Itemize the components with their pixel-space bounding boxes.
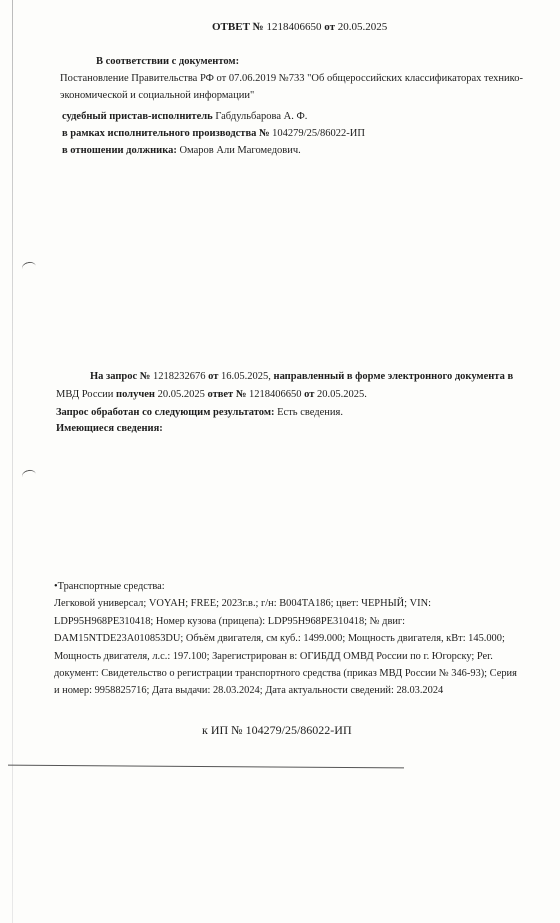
punch-hole-mark bbox=[21, 469, 37, 483]
proceeding-footer: к ИП № 104279/25/86022-ИП bbox=[202, 723, 352, 737]
vehicle-line: •Транспортные средства: bbox=[54, 581, 165, 592]
scan-edge-line bbox=[12, 0, 13, 923]
vehicle-line: и номер: 9958825716; Дата выдачи: 28.03.2024; Дата актуальности сведений: 28.03.2024 bbox=[54, 685, 444, 697]
debtor-line: в отношении должника: Омаров Али Магомедович. bbox=[62, 145, 301, 156]
request-result: Запрос обработан со следующим результатом: Есть сведения. bbox=[56, 407, 343, 418]
bottom-divider bbox=[8, 765, 404, 769]
basis-document: Постановление Правительства РФ от 07.06.2019 №733 "Об общероссийских классификаторах технико- экономической и социальной информации" bbox=[60, 73, 523, 101]
basis-heading: В соответствии с документом: bbox=[96, 56, 240, 67]
vehicle-line: документ: Свидетельство о регистрации транспортного средства (приказ МВД России № 346-93); Серия bbox=[54, 668, 517, 680]
vehicle-line: Легковой универсал; VOYAH; FREE; 2023г.в.; г/н: В004ТА186; цвет: ЧЕРНЫЙ; VIN: bbox=[54, 598, 431, 610]
proceeding-line: в рамках исполнительного производства № 104279/25/86022-ИП bbox=[62, 128, 365, 139]
document-title: ОТВЕТ № 1218406650 от 20.05.2025 bbox=[212, 21, 388, 33]
bailiff-line: судебный пристав-исполнитель Габдульбарова А. Ф. bbox=[62, 111, 308, 122]
request-line-1: На запрос № 1218232676 от 16.05.2025, направленный в форме электронного документа в bbox=[90, 371, 514, 382]
request-line-2: МВД России получен 20.05.2025 ответ № 1218406650 от 20.05.2025. bbox=[56, 389, 367, 400]
vehicle-line: DAM15NTDE23A010853DU; Объём двигателя, см куб.: 1499.000; Мощность двигателя, кВт: 145.000; bbox=[54, 633, 505, 645]
vehicle-line: LDP95H968PE310418; Номер кузова (прицепа): LDP95H968PE310418; № двиг: bbox=[54, 615, 406, 627]
vehicle-line: Мощность двигателя, л.с.: 197.100; Зарегистрирован в: ОГИБДД ОМВД России по г. Югорску; Рег. bbox=[54, 650, 493, 662]
vehicle-info bbox=[54, 578, 524, 700]
punch-hole-mark bbox=[21, 261, 37, 275]
available-info-label: Имеющиеся сведения: bbox=[56, 423, 163, 434]
